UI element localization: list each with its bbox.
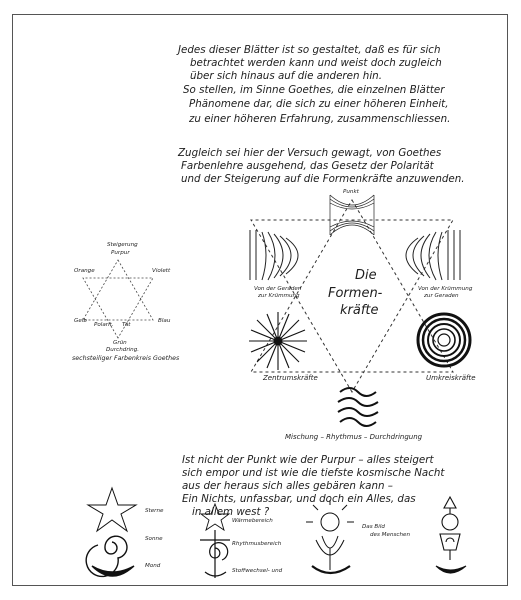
periphery-forces-label: Umkreiskräfte — [426, 374, 476, 382]
color-label: Gelb — [74, 318, 87, 324]
center-forces-label: Zentrumskräfte — [263, 374, 318, 382]
second-paragraph — [177, 147, 465, 185]
color-label: Orange — [74, 268, 95, 274]
color-label: Durchdring. — [106, 347, 140, 353]
intro-line: zu einer höheren Erfahrung, zusammenschliessen. — [189, 113, 451, 125]
color-label: Grün — [113, 340, 127, 346]
straight-to-curve-figure — [250, 230, 298, 280]
third-paragraph — [182, 454, 445, 518]
forces-title-line: Die — [355, 268, 377, 283]
stoffwechsel-label: Stoffwechsel- und — [232, 568, 283, 574]
forces-title-line: Formen- — [328, 286, 383, 301]
color-label: Tät — [122, 322, 131, 328]
color-label: Violett — [152, 268, 171, 274]
third-line: Ist nicht der Punkt wie der Purpur – alles steigert — [182, 454, 434, 466]
curve-to-straight-figure — [406, 230, 460, 280]
intro-line: über sich hinaus auf die anderen hin. — [190, 70, 382, 82]
intro-line: betrachtet werden kann und weist doch zugleich — [190, 57, 442, 69]
color-label: Steigerung — [107, 242, 138, 248]
intro-line: Jedes dieser Blätter ist so gestaltet, daß es für sich — [178, 44, 441, 56]
color-circle-labels — [74, 242, 171, 353]
human-image-figure — [436, 497, 466, 573]
forces-center-title — [328, 268, 383, 318]
color-label: Blau — [158, 318, 171, 324]
color-circle-caption: sechsteiliger Farbenkreis Goethes — [72, 355, 180, 362]
intro-paragraph — [176, 44, 450, 125]
rhythmus-label: Rhythmusbereich — [232, 541, 282, 547]
color-label: Polarit. — [94, 322, 114, 328]
waerme-label: Wärmebereich — [232, 518, 273, 524]
bild-label: Das Bild — [362, 524, 385, 530]
color-label: Purpur — [111, 250, 130, 256]
periphery-forces-figure — [418, 314, 470, 366]
third-line: Ein Nichts, unfassbar, und doch ein Alles, das — [182, 493, 416, 505]
stern-label: Sterne — [145, 508, 164, 514]
right-force-label: Von der Krümmung — [418, 286, 473, 292]
left-force-label: zur Krümmung — [258, 293, 300, 299]
third-line: aus der heraus sich alles gebären kann – — [182, 480, 393, 492]
sonne-label: Sonne — [145, 536, 163, 542]
third-line: sich empor und ist wie die tiefste kosmische Nacht — [182, 467, 445, 479]
right-force-label: zur Geraden — [424, 293, 459, 299]
mond-label: Mond — [145, 563, 161, 569]
chalice-figure — [306, 500, 354, 573]
left-force-label: Von der Geraden — [254, 286, 302, 292]
punkt-figure — [330, 195, 374, 235]
center-forces-figure — [249, 312, 307, 370]
second-line: Farbenlehre ausgehend, das Gesetz der Polarität — [181, 160, 434, 172]
second-line: und der Steigerung auf die Formenkräfte anzuwenden. — [181, 173, 465, 185]
star-sun-moon-figure — [86, 488, 136, 576]
forces-title-line: kräfte — [340, 303, 379, 318]
second-line: Zugleich sei hier der Versuch gewagt, von Goethes — [178, 147, 442, 159]
color-triangle-down — [83, 278, 153, 338]
intro-line: Phänomene dar, die sich zu einer höheren Einheit, — [189, 98, 449, 110]
rhythm-figure — [338, 388, 378, 426]
bild-label: des Menschen — [370, 532, 411, 538]
rhythm-label: Mischung – Rhythmus – Durchdringung — [285, 433, 423, 441]
third-line: in allem west ? — [192, 506, 270, 518]
punkt-label: Punkt — [343, 189, 359, 195]
intro-line: So stellen, im Sinne Goethes, die einzelnen Blätter — [183, 84, 445, 96]
